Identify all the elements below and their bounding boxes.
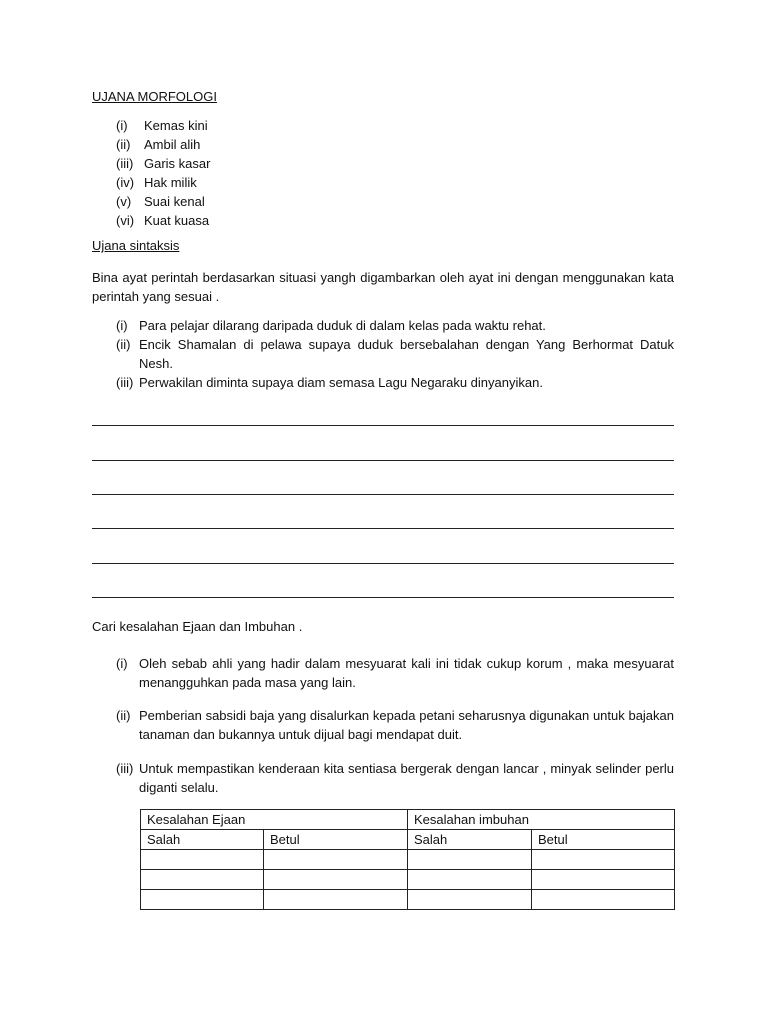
item-number: (vi) [116,213,135,228]
answer-line[interactable] [92,425,674,426]
answer-line[interactable] [92,528,674,529]
table-cell[interactable] [408,890,532,910]
list-item [116,211,209,230]
item-number: (ii) [116,137,131,152]
list-item [116,316,674,335]
table-cell[interactable] [141,870,264,890]
item-number: (v) [116,194,132,209]
table-cell[interactable] [532,850,675,870]
item-text: Ambil alih [144,137,201,152]
item-text: Oleh sebab ahli yang hadir dalam mesyuarat kali ini tidak cukup korum , maka mesyuarat menangguhkan pada masa yang lain. [139,656,674,690]
list-item [116,759,674,797]
list-item [116,654,674,692]
item-number: (iv) [116,175,135,190]
list-item [116,373,674,392]
item-number: (iii) [116,156,134,171]
item-text: Garis kasar [144,156,211,171]
table-cell[interactable] [264,870,408,890]
list-item [116,135,200,154]
col-salah-spelling: Salah [141,830,264,850]
table-subheader-row [141,830,675,850]
col-betul-spelling: Betul [264,830,408,850]
item-text: Pemberian sabsidi baja yang disalurkan kepada petani seharusnya digunakan untuk bajakan tanaman dan bukannya untuk dijual bagi mendapat duit. [139,708,674,742]
item-number: (iii) [116,761,134,776]
list-item [116,706,674,744]
item-number: (i) [116,656,128,671]
table-row [141,870,675,890]
answer-line[interactable] [92,597,674,598]
item-number: (i) [116,118,128,133]
header-affix-errors: Kesalahan imbuhan [408,810,675,830]
answer-line[interactable] [92,460,674,461]
list-item [116,173,197,192]
item-text: Encik Shamalan di pelawa supaya duduk bersebalahan dengan Yang Berhormat Datuk Nesh. [139,337,674,371]
item-text: Kuat kuasa [144,213,210,228]
answer-table [140,809,675,910]
header-spelling-errors: Kesalahan Ejaan [141,810,408,830]
item-text: Untuk mempastikan kenderaan kita sentiasa bergerak dengan lancar , minyak selinder perlu diganti selalu. [139,761,674,795]
table-header-row [141,810,675,830]
table-cell[interactable] [532,870,675,890]
table-cell[interactable] [532,890,675,910]
table-cell[interactable] [264,850,408,870]
item-text: Kemas kini [144,118,208,133]
table-row [141,890,675,910]
syntax-instruction: Bina ayat perintah berdasarkan situasi yangh digambarkan oleh ayat ini dengan menggunakan kata perintah yang sesuai . [92,270,674,304]
table-row [141,850,675,870]
morphology-title: UJANA MORFOLOGI [92,89,217,104]
item-text: Perwakilan diminta supaya diam semasa Lagu Negaraku dinyanyikan. [139,375,543,390]
item-text: Para pelajar dilarang daripada duduk di dalam kelas pada waktu rehat. [139,318,546,333]
list-item [116,335,674,373]
table-cell[interactable] [408,850,532,870]
col-salah-affix: Salah [408,830,532,850]
table-cell[interactable] [408,870,532,890]
item-number: (iii) [116,375,134,390]
col-betul-affix: Betul [532,830,675,850]
list-item [116,154,210,173]
syntax-title: Ujana sintaksis [92,238,180,253]
list-item [116,192,205,211]
answer-line[interactable] [92,494,674,495]
table-cell[interactable] [264,890,408,910]
item-number: (ii) [116,337,131,352]
table-cell[interactable] [141,850,264,870]
item-number: (ii) [116,708,131,723]
item-text: Hak milik [144,175,197,190]
item-text: Suai kenal [144,194,205,209]
item-number: (i) [116,318,128,333]
table-cell[interactable] [141,890,264,910]
answer-line[interactable] [92,563,674,564]
worksheet-page [92,0,674,1024]
list-item [116,116,208,135]
errors-instruction: Cari kesalahan Ejaan dan Imbuhan . [92,619,303,634]
